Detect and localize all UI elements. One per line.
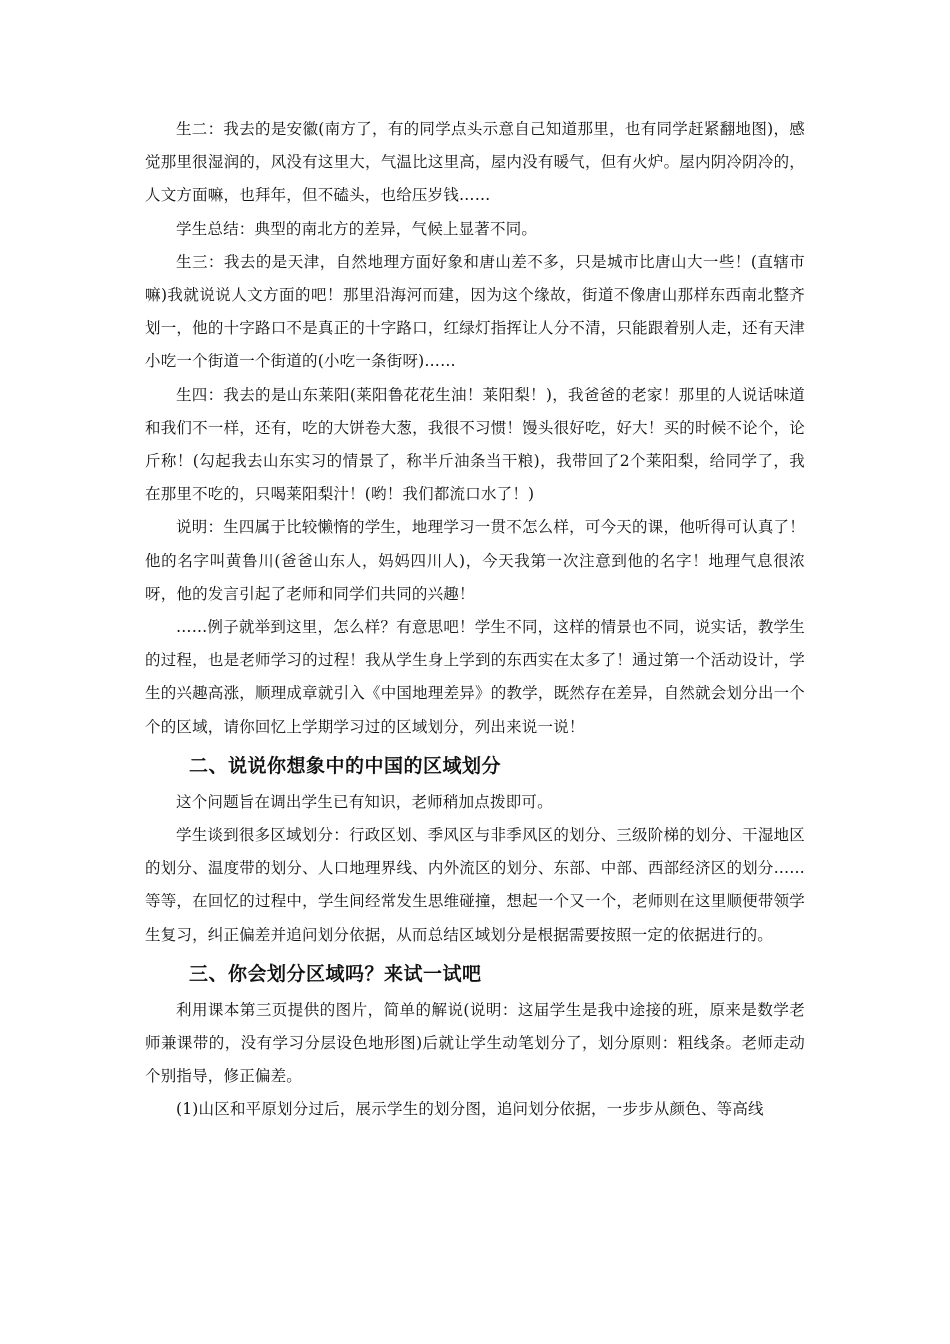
paragraph-examples-conclusion: ……例子就举到这里，怎么样？有意思吧！学生不同，这样的情景也不同，说实话，教学生的过程，也是老师学习的过程！我从学生身上学到的东西实在太多了！通过第一个活动设计，学生的兴趣高涨，顺理成章就引入《中国地理差异》的教学，既然存在差异，自然就会划分出一个个的区域，请你回忆上学期学习过的区域划分，列出来说一说！	[145, 618, 805, 736]
paragraph-section2-detail: 学生谈到很多区域划分：行政区划、季风区与非季风区的划分、三级阶梯的划分、干湿地区的划分、温度带的划分、人口地理界线、内外流区的划分、东部、中部、西部经济区的划分……等等，在回忆的过程中，学生间经常发生思维碰撞，想起一个又一个，老师则在这里顺便带领学生复习，纠正偏差并追问划分依据，从而总结区域划分是根据需要按照一定的依据进行的。	[145, 826, 805, 944]
document-body	[145, 113, 805, 1127]
paragraph-student-summary: 学生总结：典型的南北方的差异，气候上显著不同。	[176, 219, 538, 238]
paragraph-explanation: 说明：生四属于比较懒惰的学生，地理学习一贯不怎么样，可今天的课，他听得可认真了！他的名字叫黄鲁川(爸爸山东人，妈妈四川人)，今天我第一次注意到他的名字！地理气息很浓呀，他的发言引起了老师和同学们共同的兴趣！	[145, 518, 805, 603]
paragraph-student-three: 生三：我去的是天津，自然地理方面好象和唐山差不多，只是城市比唐山大一些！(直辖市嘛)我就说说人文方面的吧！那里沿海河而建，因为这个缘故，街道不像唐山那样东西南北整齐划一，他的十字路口不是真正的十字路口，红绿灯指挥让人分不清，只能跟着别人走，还有天津小吃一个街道一个街道的(小吃一条街呀)……	[145, 252, 805, 371]
section-heading-three: 三、你会划分区域吗？来试一试吧	[189, 962, 482, 985]
paragraph-section2-intro: 这个问题旨在调出学生已有知识，老师稍加点拨即可。	[176, 792, 553, 811]
section-heading-two: 二、说说你想象中的中国的区域划分	[189, 754, 502, 777]
paragraph-student-two: 生二：我去的是安徽(南方了，有的同学点头示意自己知道那里，也有同学赶紧翻地图)，感觉那里很湿润的，风没有这里大，气温比这里高，屋内没有暖气，但有火炉。屋内阴冷阴冷的，人文方面嘛，也拜年，但不磕头，也给压岁钱……	[145, 120, 805, 205]
paragraph-section3-item1: (1)山区和平原划分过后，展示学生的划分图，追问划分依据，一步步从颜色、等高线	[176, 1100, 764, 1119]
paragraph-section3-intro: 利用课本第三页提供的图片，简单的解说(说明：这届学生是我中途接的班，原来是数学老师兼课带的，没有学习分层设色地形图)后就让学生动笔划分了，划分原则：粗线条。老师走动个别指导，修正偏差。	[145, 1000, 805, 1086]
paragraph-student-four: 生四：我去的是山东莱阳(莱阳鲁花花生油！莱阳梨！)，我爸爸的老家！那里的人说话味道和我们不一样，还有，吃的大饼卷大葱，我很不习惯！馒头很好吃，好大！买的时候不论个，论斤称！(勾起我去山东实习的情景了，称半斤油条当干粮)，我带回了2个莱阳梨，给同学了，我在那里不吃的，只喝莱阳梨汁！(哟！我们都流口水了！)	[145, 385, 805, 504]
